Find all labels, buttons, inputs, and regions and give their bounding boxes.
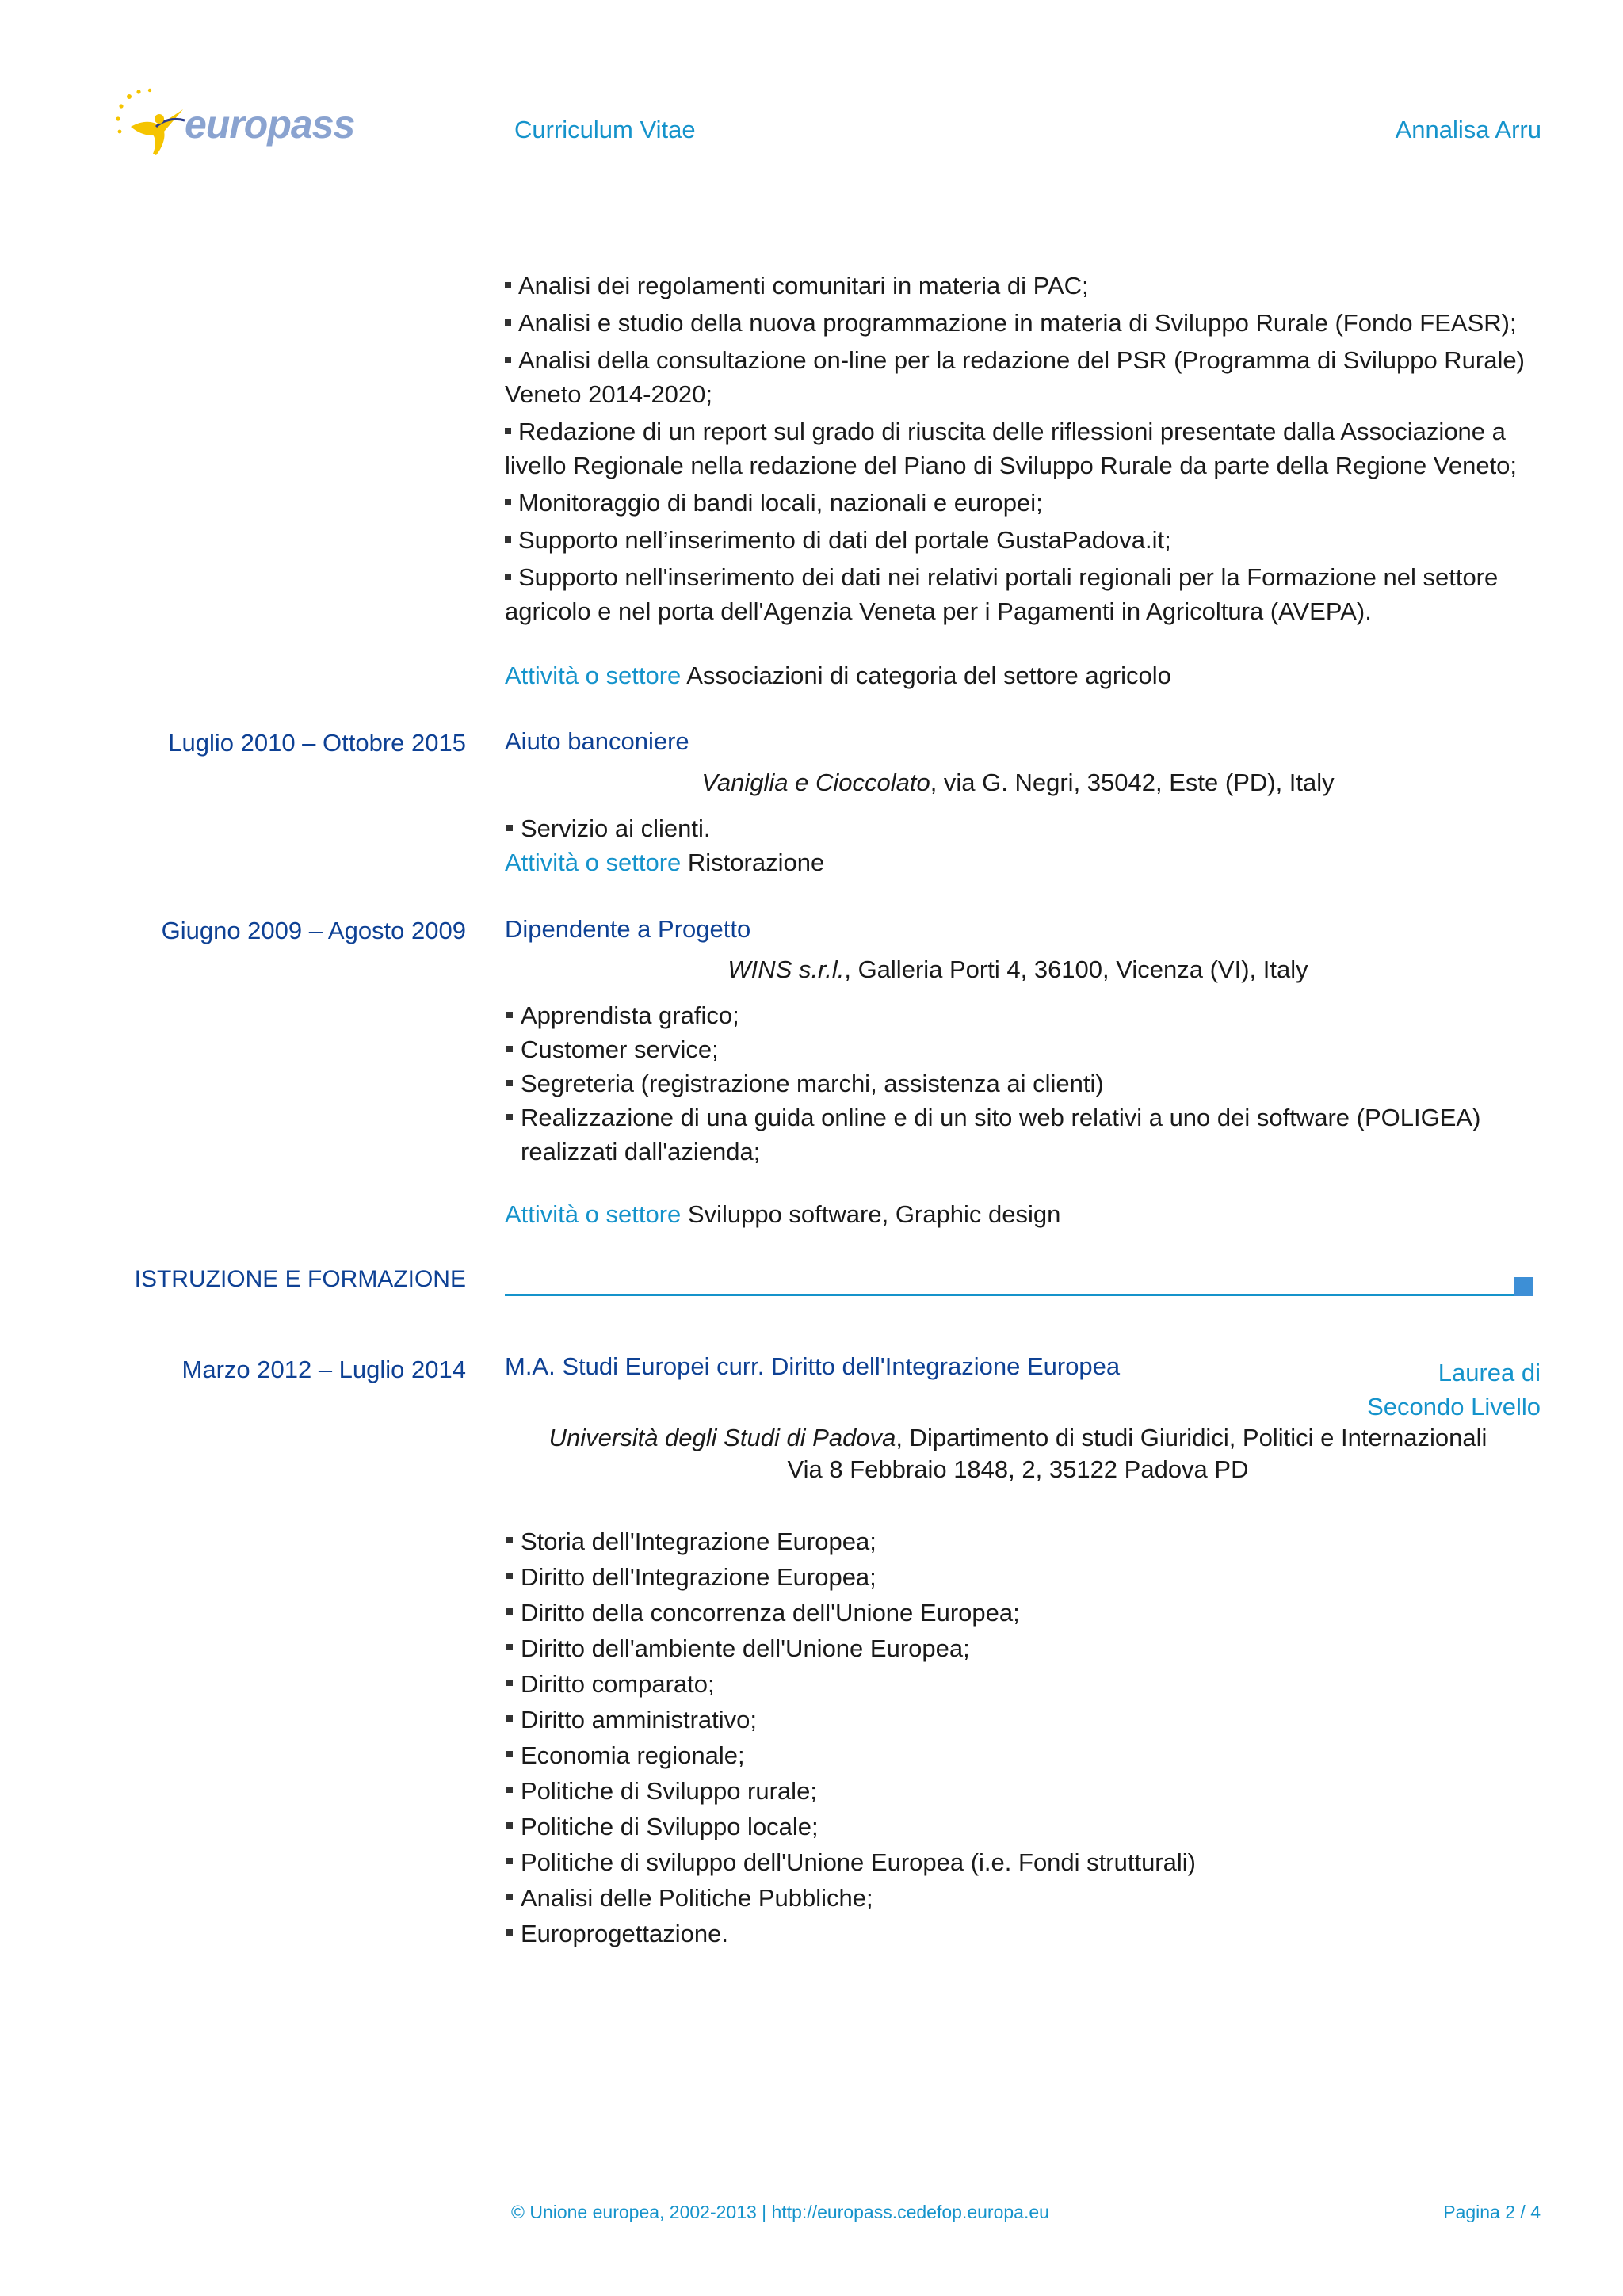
person-name: Annalisa Arru <box>1395 116 1541 143</box>
job2-title: Dipendente a Progetto <box>505 915 751 943</box>
list-item: Segreteria (registrazione marchi, assistenza ai clienti) <box>505 1066 1543 1100</box>
list-item: Supporto nell'inserimento dei dati nei relativi portali regionali per la Formazione nel settore agricolo e nel porta dell'Agenzia Veneta per i Pagamenti in Agricoltura (AVEPA). <box>505 563 1499 625</box>
sector-value: Sviluppo software, Graphic design <box>687 1200 1061 1228</box>
level-line1: Laurea di <box>1438 1359 1541 1386</box>
job1-title: Aiuto banconiere <box>505 727 689 755</box>
list-item: Politiche di Sviluppo rurale; <box>505 1773 1535 1809</box>
list-item: Analisi delle Politiche Pubbliche; <box>505 1880 1535 1916</box>
education-title: M.A. Studi Europei curr. Diritto dell'Integrazione Europea <box>505 1352 1121 1380</box>
list-item: Diritto dell'ambiente dell'Unione Europea; <box>505 1630 1535 1666</box>
list-item: Analisi della consultazione on-line per la redazione del PSR (Programma di Sviluppo Rurale) Veneto 2014-2020; <box>505 346 1525 408</box>
sector-label: Attività o settore <box>505 662 682 689</box>
list-item: Diritto della concorrenza dell'Unione Europea; <box>505 1595 1535 1630</box>
job1-sector <box>505 845 824 879</box>
education-courses <box>505 1524 1535 1951</box>
school-name: Università degli Studi di Padova <box>548 1424 896 1451</box>
sector-label: Attività o settore <box>505 849 682 876</box>
list-item: Politiche di sviluppo dell'Unione Europea (i.e. Fondi strutturali) <box>505 1844 1535 1880</box>
sector-label: Attività o settore <box>505 1200 682 1228</box>
europass-logo <box>115 86 355 162</box>
job2-sector <box>505 1197 1060 1231</box>
work-continued-sector <box>505 658 1171 692</box>
list-item: Diritto comparato; <box>505 1666 1535 1702</box>
list-item: Analisi dei regolamenti comunitari in materia di PAC; <box>505 269 1543 303</box>
school-dept: , Dipartimento di studi Giuridici, Politici e Internazionali <box>896 1424 1487 1451</box>
job1-dates: Luglio 2010 – Ottobre 2015 <box>168 729 466 757</box>
sector-value: Associazioni di categoria del settore agricolo <box>686 662 1171 689</box>
list-item: Customer service; <box>505 1032 1543 1066</box>
employer-address: , via G. Negri, 35042, Este (PD), Italy <box>930 769 1335 796</box>
doc-title: Curriculum Vitae <box>514 116 696 143</box>
employer-name: WINS s.r.l. <box>727 955 845 983</box>
list-item: Monitoraggio di bandi locali, nazionali e europei; <box>505 486 1543 520</box>
list-item: Supporto nell’inserimento di dati del portale GustaPadova.it; <box>505 523 1543 557</box>
job2-employer <box>505 952 1531 986</box>
job2-dates: Giugno 2009 – Agosto 2009 <box>161 917 466 944</box>
job1-bullets <box>505 811 1535 845</box>
list-item: Servizio ai clienti. <box>505 811 1535 845</box>
list-item: Storia dell'Integrazione Europea; <box>505 1524 1535 1559</box>
job1-employer <box>505 765 1531 799</box>
education-school <box>505 1422 1531 1454</box>
level-line2: Secondo Livello <box>1367 1393 1541 1421</box>
list-item: Analisi e studio della nuova programmazione in materia di Sviluppo Rurale (Fondo FEASR); <box>505 306 1543 340</box>
list-item: Europrogettazione. <box>505 1916 1535 1951</box>
list-item: Apprendista grafico; <box>505 998 1543 1032</box>
education-address: Via 8 Febbraio 1848, 2, 35122 Padova PD <box>787 1455 1249 1483</box>
logo-wordmark: europass <box>185 102 355 147</box>
education-level <box>1367 1356 1541 1424</box>
employer-name: Vaniglia e Cioccolato <box>701 769 930 796</box>
sector-value: Ristorazione <box>687 849 825 876</box>
footer-copyright: © Unione europea, 2002-2013 | http://europass.cedefop.europa.eu <box>511 2202 1049 2222</box>
education-dates: Marzo 2012 – Luglio 2014 <box>181 1356 466 1383</box>
section-title-education: ISTRUZIONE E FORMAZIONE <box>134 1266 466 1292</box>
section-divider <box>505 1294 1515 1296</box>
footer-page-number: Pagina 2 / 4 <box>1443 2202 1541 2222</box>
list-item: Diritto dell'Integrazione Europea; <box>505 1559 1535 1595</box>
list-item: Realizzazione di una guida online e di un sito web relativi a uno dei software (POLIGEA) realizzati dall'azienda; <box>505 1100 1543 1169</box>
work-continued-bullets <box>505 269 1543 628</box>
europass-star-figure-icon <box>115 86 194 162</box>
job2-bullets <box>505 998 1543 1169</box>
list-item: Politiche di Sviluppo locale; <box>505 1809 1535 1844</box>
list-item: Diritto amministrativo; <box>505 1702 1535 1737</box>
list-item: Economia regionale; <box>505 1737 1535 1773</box>
list-item: Redazione di un report sul grado di riuscita delle riflessioni presentate dalla Associazione a livello Regionale nella redazione del Piano di Sviluppo Rurale da parte della Regione Veneto; <box>505 418 1518 479</box>
section-divider-square <box>1514 1277 1533 1296</box>
employer-address: , Galleria Porti 4, 36100, Vicenza (VI), Italy <box>844 955 1308 983</box>
